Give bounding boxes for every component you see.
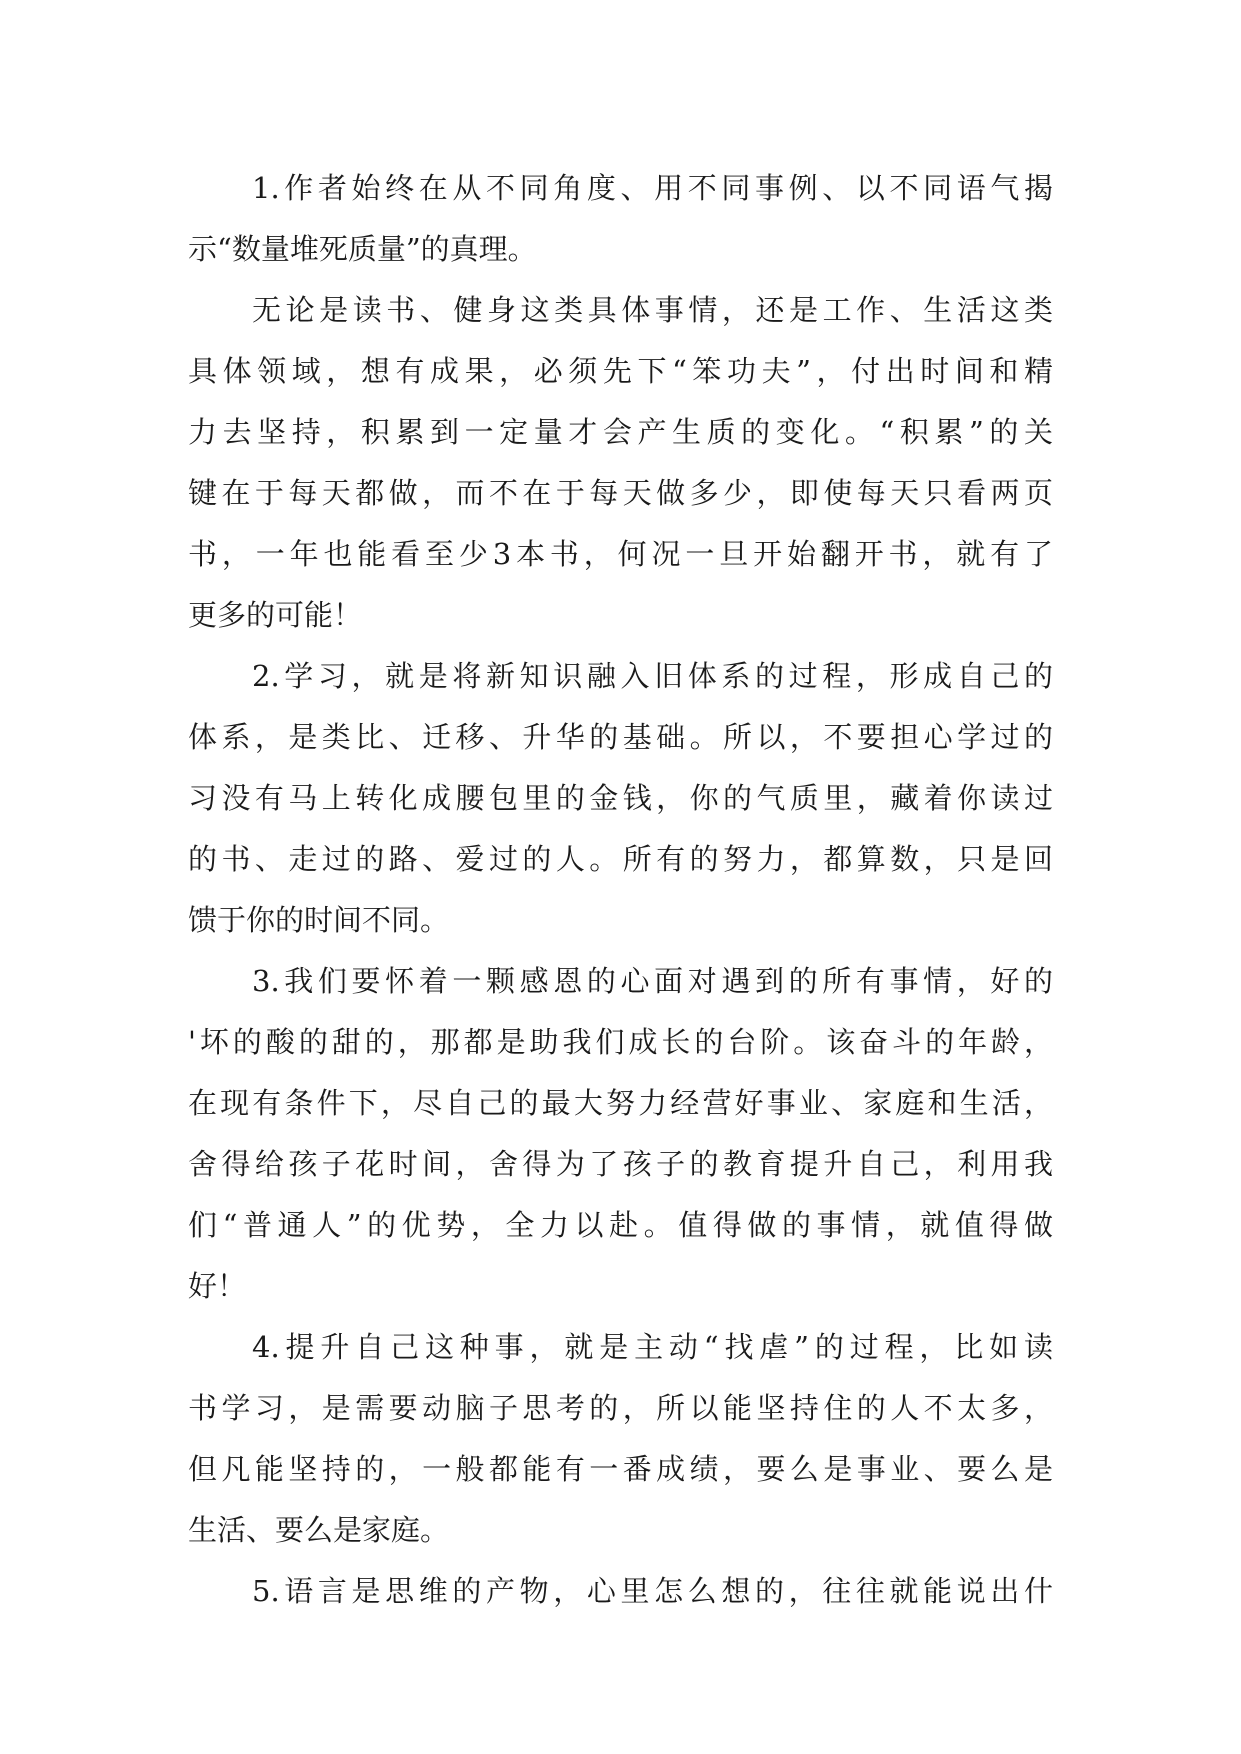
paragraph-3-line-2: 体系，是类比、迁移、升华的基础。所以，不要担心学过的: [188, 720, 1053, 754]
paragraph-4-line-3: 在现有条件下，尽自己的最大努力经营好事业、家庭和生活，: [188, 1086, 1053, 1120]
paragraph-4-line-6: 好！: [188, 1269, 247, 1303]
paragraph-3-line-5: 馈于你的时间不同。: [188, 903, 450, 937]
paragraph-5-line-2: 书学习，是需要动脑子思考的，所以能坚持住的人不太多，: [188, 1391, 1053, 1425]
paragraph-3-line-4: 的书、走过的路、爱过的人。所有的努力，都算数，只是回: [188, 842, 1053, 876]
paragraph-2-line-6: 更多的可能！: [188, 598, 363, 632]
paragraph-2-line-3: 力去坚持，积累到一定量才会产生质的变化。“积累”的关: [188, 415, 1053, 449]
paragraph-5-line-3: 但凡能坚持的，一般都能有一番成绩，要么是事业、要么是: [188, 1452, 1053, 1486]
paragraph-4-line-2: '坏的酸的甜的，那都是助我们成长的台阶。该奋斗的年龄，: [188, 1025, 1053, 1059]
paragraph-2-line-2: 具体领域，想有成果，必须先下“笨功夫”，付出时间和精: [188, 354, 1053, 388]
paragraph-3-line-3: 习没有马上转化成腰包里的金钱，你的气质里，藏着你读过: [188, 781, 1053, 815]
paragraph-6-line-1: 5.语言是思维的产物，心里怎么想的，往往就能说出什: [252, 1574, 1053, 1608]
paragraph-1-line-2: 示“数量堆死质量”的真理。: [188, 232, 537, 266]
paragraph-2-line-5: 书，一年也能看至少3本书，何况一旦开始翻开书，就有了: [188, 537, 1053, 571]
paragraph-1-line-1: 1.作者始终在从不同角度、用不同事例、以不同语气揭: [252, 171, 1053, 205]
paragraph-5-line-1: 4.提升自己这种事，就是主动“找虐”的过程，比如读: [252, 1330, 1053, 1364]
paragraph-2-line-1: 无论是读书、健身这类具体事情，还是工作、生活这类: [252, 293, 1053, 327]
document-body: [188, 158, 1053, 1622]
paragraph-4-line-1: 3.我们要怀着一颗感恩的心面对遇到的所有事情，好的: [252, 964, 1053, 998]
paragraph-4-line-4: 舍得给孩子花时间，舍得为了孩子的教育提升自己，利用我: [188, 1147, 1053, 1181]
paragraph-4-line-5: 们“普通人”的优势，全力以赴。值得做的事情，就值得做: [188, 1208, 1053, 1242]
paragraph-3-line-1: 2.学习，就是将新知识融入旧体系的过程，形成自己的: [252, 659, 1053, 693]
paragraph-2-line-4: 键在于每天都做，而不在于每天做多少，即使每天只看两页: [188, 476, 1053, 510]
paragraph-5-line-4: 生活、要么是家庭。: [188, 1513, 450, 1547]
